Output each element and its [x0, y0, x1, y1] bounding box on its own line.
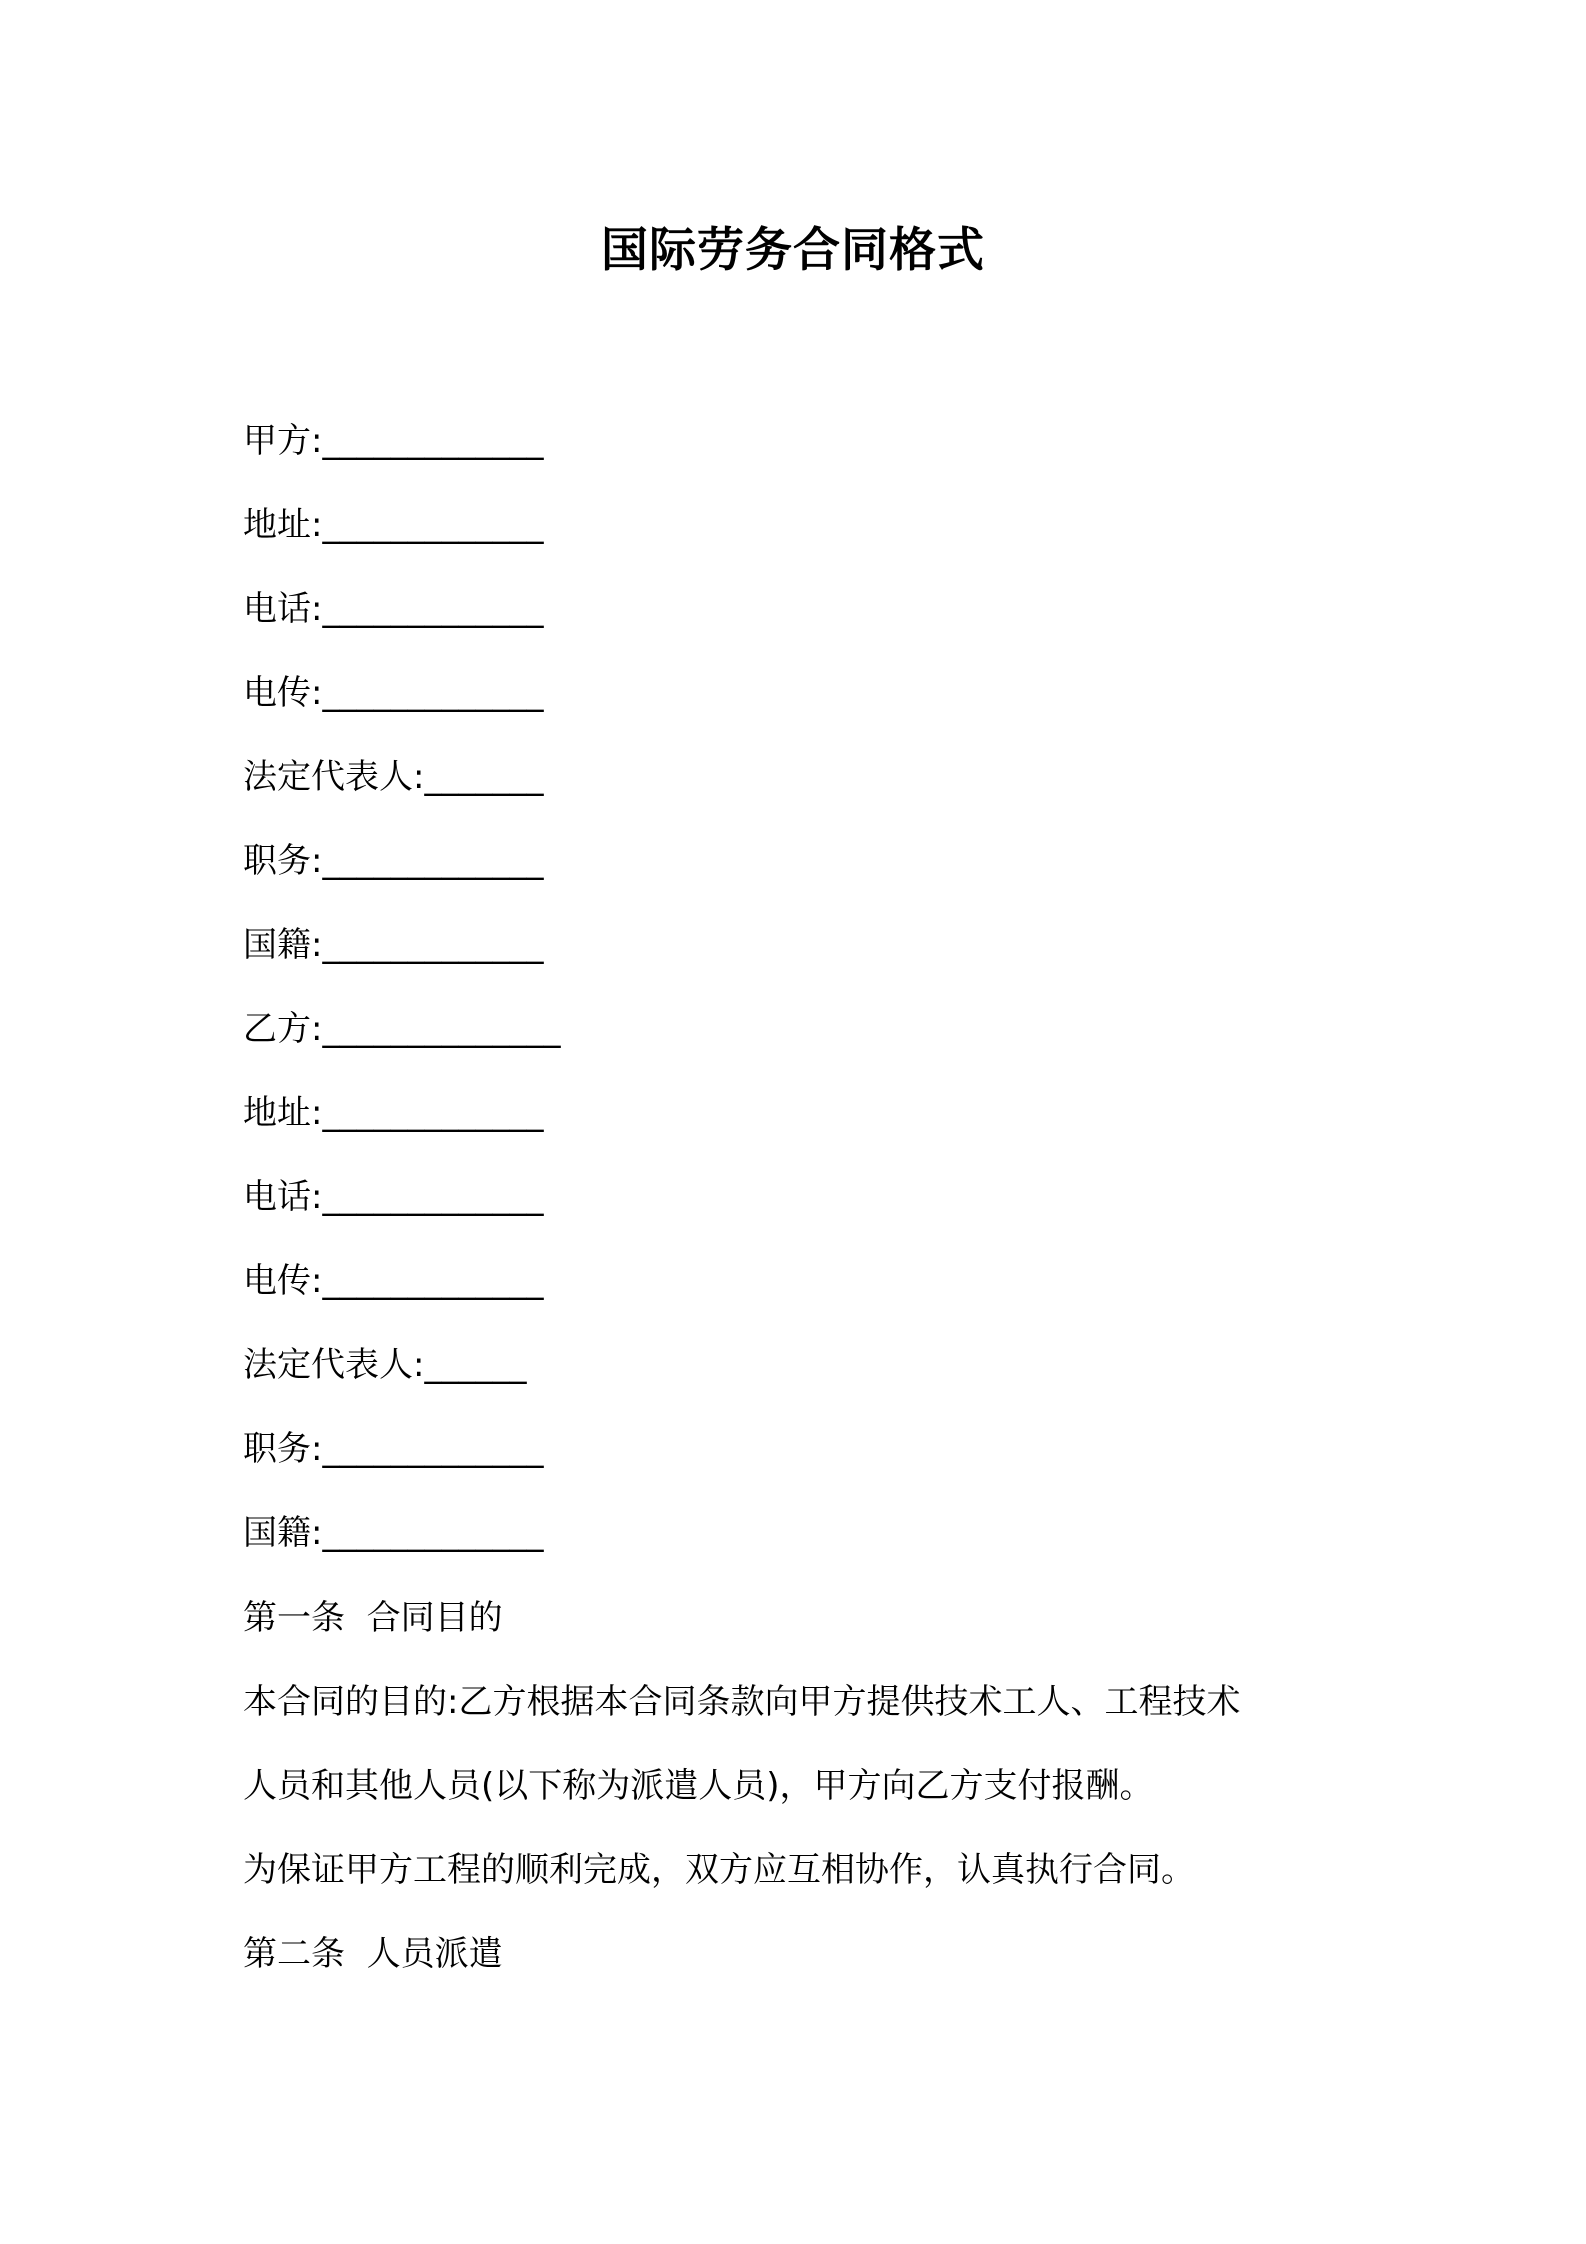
party-b-address-field: 地址:_____________	[243, 1093, 544, 1133]
party-a-legal-rep-field: 法定代表人:_______	[243, 757, 544, 797]
article-2-heading: 第二条 人员派遣	[243, 1934, 503, 1974]
party-b-position-field: 职务:_____________	[243, 1429, 544, 1469]
party-a-fax-field: 电传:_____________	[243, 673, 544, 713]
party-b-legal-rep-field: 法定代表人:______	[243, 1345, 527, 1385]
article-1-paragraph-2: 为保证甲方工程的顺利完成，双方应互相协作，认真执行合同。	[243, 1850, 1195, 1890]
party-a-nationality-field: 国籍:_____________	[243, 925, 544, 965]
article-1-heading: 第一条 合同目的	[243, 1598, 503, 1638]
party-a-address-field: 地址:_____________	[243, 505, 544, 545]
party-a-phone-field: 电话:_____________	[243, 589, 544, 629]
party-a-position-field: 职务:_____________	[243, 841, 544, 881]
party-b-phone-field: 电话:_____________	[243, 1177, 544, 1217]
document-title: 国际劳务合同格式	[601, 223, 985, 278]
article-1-paragraph-line-1: 本合同的目的:乙方根据本合同条款向甲方提供技术工人、工程技术	[243, 1682, 1241, 1722]
article-1-paragraph-line-2: 人员和其他人员(以下称为派遣人员)，甲方向乙方支付报酬。	[243, 1766, 1154, 1806]
party-b-name-field: 乙方:______________	[243, 1009, 561, 1049]
party-a-name-field: 甲方:_____________	[243, 421, 544, 461]
party-b-fax-field: 电传:_____________	[243, 1261, 544, 1301]
party-b-nationality-field: 国籍:_____________	[243, 1513, 544, 1553]
